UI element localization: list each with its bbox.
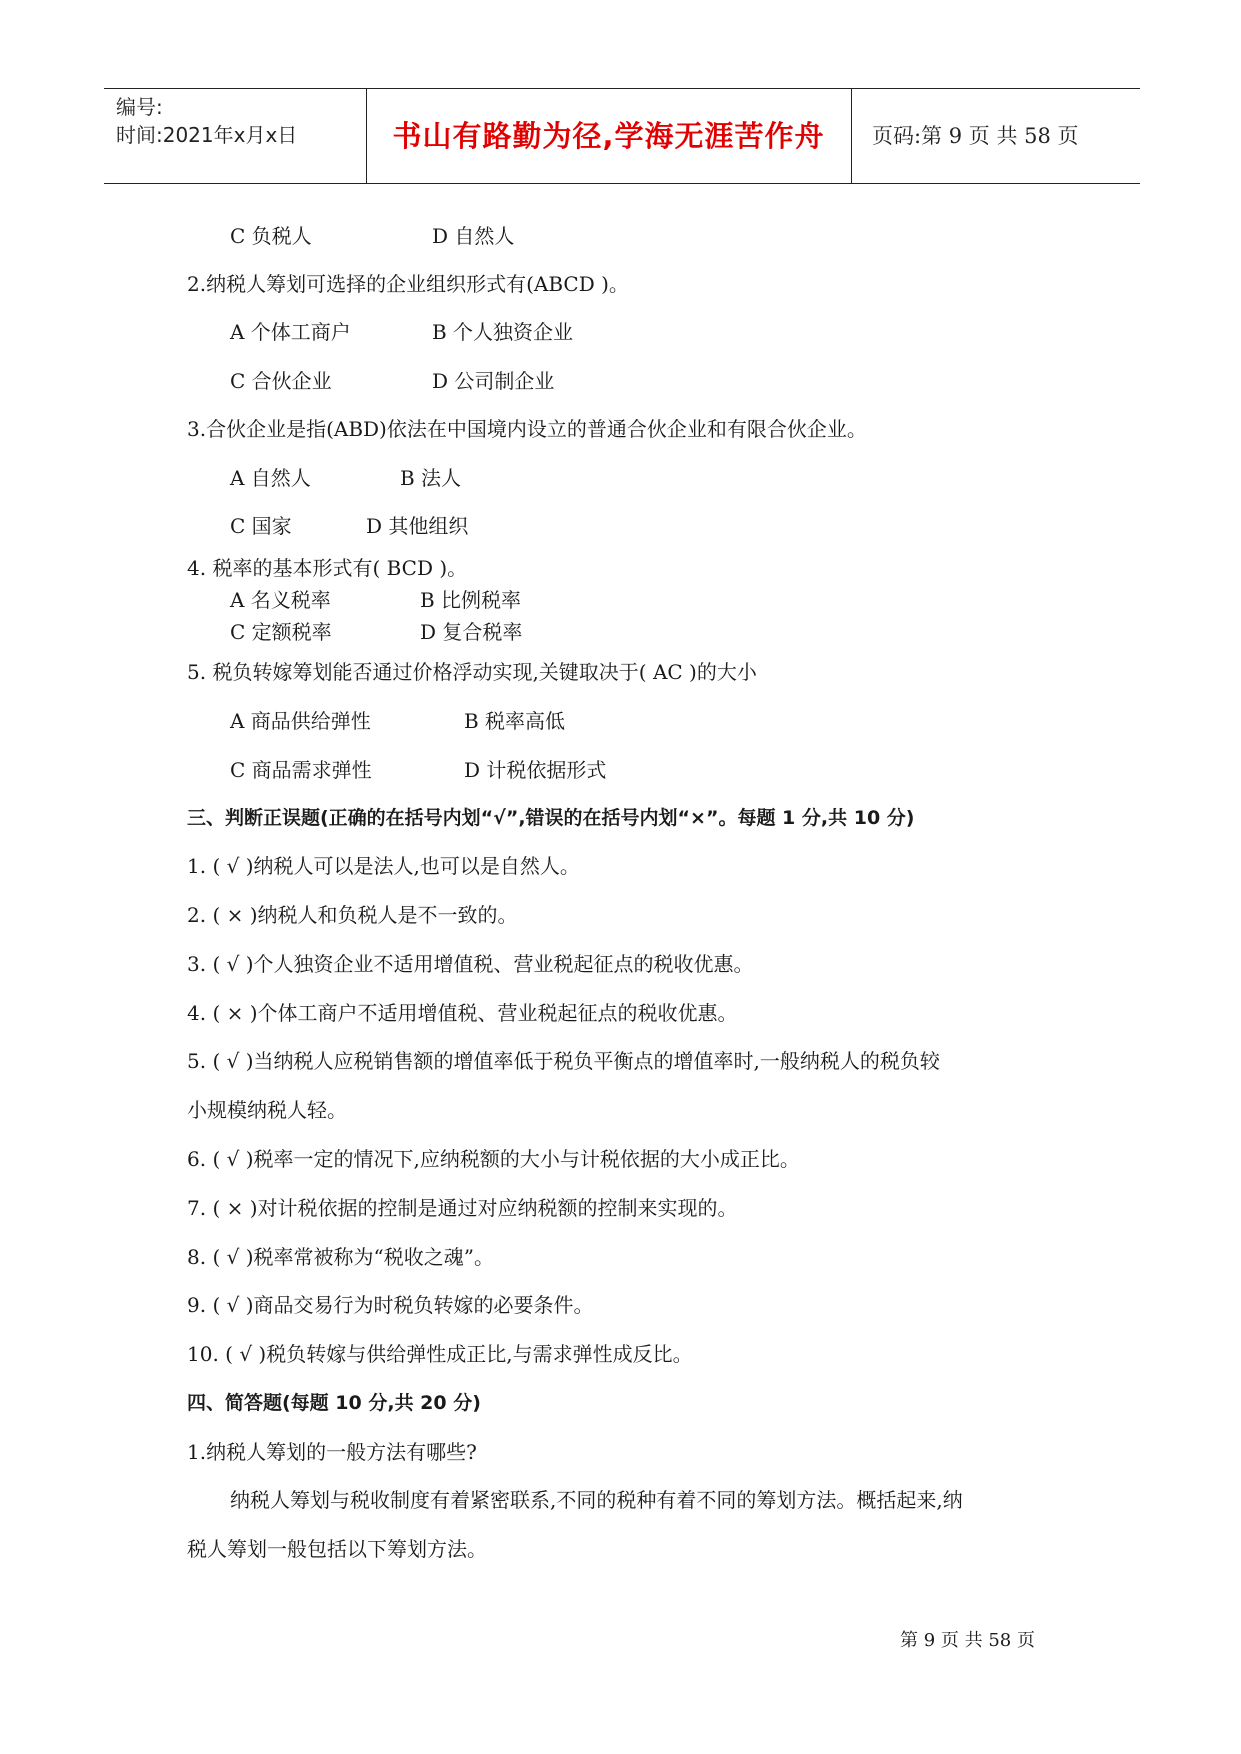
tf-item: 10. ( √ )税负转嫁与供给弹性成正比,与需求弹性成反比。 [187,1342,693,1366]
section-title: 四、简答题(每题 10 分,共 20 分) [187,1392,481,1414]
page-footer: 第 9 页 共 58 页 [900,1630,1035,1651]
page-header [104,88,1140,184]
question-stem: 2.纳税人筹划可选择的企业组织形式有(ABCD )。 [187,272,629,296]
tf-item: 3. ( √ )个人独资企业不适用增值税、营业税起征点的税收优惠。 [187,952,754,976]
header-divider [851,89,852,183]
time-label: 时间:2021年x月x日 [116,123,298,147]
option-b: B 税率高低 [464,709,566,733]
option-d: D 自然人 [432,224,515,248]
option-a: A 商品供给弹性 [230,709,371,733]
section-title: 三、判断正误题(正确的在括号内划“√”,错误的在括号内划“×”。每题 1 分,共 10 分) [187,807,915,829]
option-a: A 个体工商户 [230,320,351,344]
option-d: D 复合税率 [420,620,523,644]
header-motto: 书山有路勤为径,学海无涯苦作舟 [392,119,825,153]
option-b: B 比例税率 [420,588,522,612]
option-d: D 计税依据形式 [464,758,607,782]
option-a: A 自然人 [230,466,311,490]
tf-item: 1. ( √ )纳税人可以是法人,也可以是自然人。 [187,854,580,878]
short-answer-question: 1.纳税人筹划的一般方法有哪些? [187,1440,477,1464]
answer-paragraph: 纳税人筹划与税收制度有着紧密联系,不同的税种有着不同的筹划方法。概括起来,纳 [230,1488,963,1512]
option-c: C 商品需求弹性 [230,758,372,782]
option-b: B 个人独资企业 [432,320,574,344]
option-c: C 合伙企业 [230,369,332,393]
option-b: B 法人 [400,466,462,490]
question-stem: 3.合伙企业是指(ABD)依法在中国境内设立的普通合伙企业和有限合伙企业。 [187,417,867,441]
number-label: 编号: [116,95,163,119]
question-stem: 5. 税负转嫁筹划能否通过价格浮动实现,关键取决于( AC )的大小 [187,660,757,684]
option-d: D 其他组织 [366,514,469,538]
tf-item: 4. ( × )个体工商户不适用增值税、营业税起征点的税收优惠。 [187,1001,738,1025]
option-c: C 定额税率 [230,620,332,644]
question-stem: 4. 税率的基本形式有( BCD )。 [187,556,468,580]
tf-item: 6. ( √ )税率一定的情况下,应纳税额的大小与计税依据的大小成正比。 [187,1147,800,1171]
tf-item: 5. ( √ )当纳税人应税销售额的增值率低于税负平衡点的增值率时,一般纳税人的税负较 [187,1049,940,1073]
tf-item: 9. ( √ )商品交易行为时税负转嫁的必要条件。 [187,1293,594,1317]
option-d: D 公司制企业 [432,369,555,393]
tf-item: 7. ( × )对计税依据的控制是通过对应纳税额的控制来实现的。 [187,1196,738,1220]
option-a: A 名义税率 [230,588,331,612]
tf-item-continuation: 小规模纳税人轻。 [187,1098,347,1122]
header-meta [116,93,366,149]
header-page-number: 页码:第 9 页 共 58 页 [872,124,1079,148]
answer-paragraph: 税人筹划一般包括以下筹划方法。 [187,1537,487,1561]
option-c: C 国家 [230,514,292,538]
tf-item: 2. ( × )纳税人和负税人是不一致的。 [187,903,518,927]
tf-item: 8. ( √ )税率常被称为“税收之魂”。 [187,1245,494,1269]
option-c: C 负税人 [230,224,312,248]
